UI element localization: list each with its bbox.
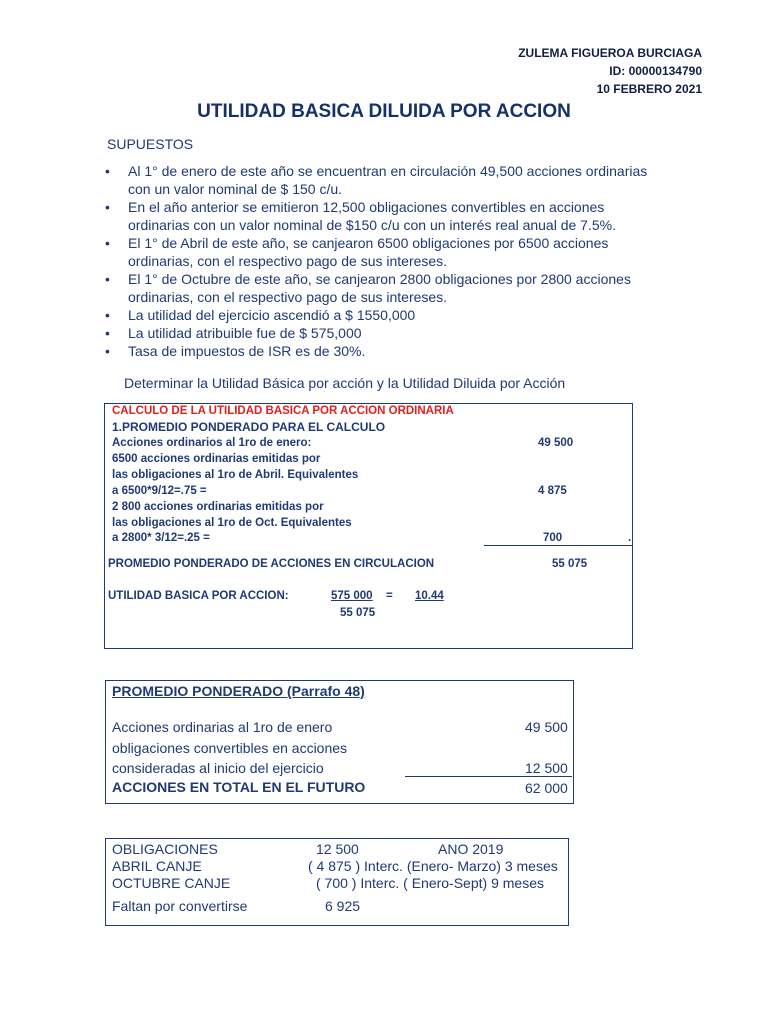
box3-row1-label: OBLIGACIONES (112, 841, 218, 857)
box1-row3-line2: las obligaciones al 1ro de Oct. Equivalentes (112, 517, 352, 529)
box2-heading: PROMEDIO PONDERADO (Parrafo 48) (112, 683, 365, 699)
uba-result: 10.44 (415, 590, 444, 602)
box3-row1-year: ANO 2019 (438, 841, 504, 857)
list-item: • La utilidad del ejercicio ascendió a $ 1550,000 (128, 306, 688, 324)
list-item: • En el año anterior se emitieron 12,500 obligaciones convertibles en acciones ordinarias con un valor nominal de $150 c/u con un interés real anual de 7.5%. (128, 198, 688, 234)
box2-row2-line1: obligaciones convertibles en acciones (112, 740, 348, 756)
box3-row4-value: 6 925 (325, 898, 361, 914)
box2-row1-value: 49 500 (525, 719, 568, 735)
supuestos-list (128, 162, 688, 360)
box3-row2-value: ( 4 875 ) Interc. (Enero- Marzo) 3 meses (308, 858, 558, 874)
list-item: • Al 1° de enero de este año se encuentran en circulación 49,500 acciones ordinarias con un valor nominal de $ 150 c/u. (128, 162, 688, 198)
box1-row3-line1: 2 800 acciones ordinarias emitidas por (112, 501, 324, 513)
box1-row2-line1: 6500 acciones ordinarias emitidas por (112, 453, 321, 465)
box1-sum-line (484, 545, 632, 546)
box3-row4-label: Faltan por convertirse (112, 898, 248, 914)
box2-total-value: 62 000 (525, 780, 568, 796)
uba-equals: = (386, 590, 393, 602)
box1-row3-line3: a 2800* 3/12=.25 = (112, 532, 210, 544)
box2-sum-line (405, 776, 572, 777)
box1-row2-line2: las obligaciones al 1ro de Abril. Equivalentes (112, 469, 359, 481)
uba-numerator: 575 000 (331, 590, 373, 602)
student-id: ID: 00000134790 (609, 64, 702, 78)
box3-row2-label: ABRIL CANJE (112, 858, 202, 874)
box1-row1-value: 49 500 (538, 437, 574, 449)
box3-row3-label: OCTUBRE CANJE (112, 875, 231, 891)
box3-row3-value: ( 700 ) Interc. ( Enero-Sept) 9 meses (316, 875, 544, 891)
box2-row2-line2: consideradas al inicio del ejercicio (112, 760, 324, 776)
box1-row3-value: 700 (543, 532, 563, 544)
list-item: • La utilidad atribuible fue de $ 575,000 (128, 324, 688, 342)
box1-row3-dot: . (628, 532, 632, 544)
box1-row2-line3: a 6500*9/12=.75 = (112, 485, 207, 497)
instruction-text: Determinar la Utilidad Básica por acción y la Utilidad Diluida por Acción (124, 375, 566, 391)
box1-heading: CALCULO DE LA UTILIDAD BASICA POR ACCION ORDINARIA (112, 405, 454, 417)
list-item: • Tasa de impuestos de ISR es de 30%. (128, 342, 688, 360)
box1-total-value: 55 075 (552, 558, 588, 570)
uba-label: UTILIDAD BASICA POR ACCION: (108, 590, 289, 602)
page-title: UTILIDAD BASICA DILUIDA POR ACCION (197, 101, 571, 122)
list-item: • El 1° de Octubre de este año, se canjearon 2800 obligaciones por 2800 acciones ordinarias, con el respectivo pago de sus intereses. (128, 270, 688, 306)
box2-row2-value: 12 500 (525, 760, 568, 776)
box1-row2-value: 4 875 (538, 485, 567, 497)
box3-row1-value: 12 500 (316, 841, 359, 857)
uba-denominator: 55 075 (340, 607, 376, 619)
box1-subheading: 1.PROMEDIO PONDERADO PARA EL CALCULO (112, 420, 386, 434)
list-item: • El 1° de Abril de este año, se canjearon 6500 obligaciones por 6500 acciones ordinarias, con el respectivo pago de sus intereses. (128, 234, 688, 270)
box2-row1-label: Acciones ordinarias al 1ro de enero (112, 719, 333, 735)
box1-total-label: PROMEDIO PONDERADO DE ACCIONES EN CIRCULACION (108, 558, 435, 570)
box2-total-label: ACCIONES EN TOTAL EN EL FUTURO (112, 779, 366, 795)
document-date: 10 FEBRERO 2021 (596, 82, 702, 96)
box1-row1-label: Acciones ordinarios al 1ro de enero: (112, 437, 312, 449)
supuestos-heading: SUPUESTOS (107, 136, 194, 152)
author-name: ZULEMA FIGUEROA BURCIAGA (518, 46, 702, 60)
